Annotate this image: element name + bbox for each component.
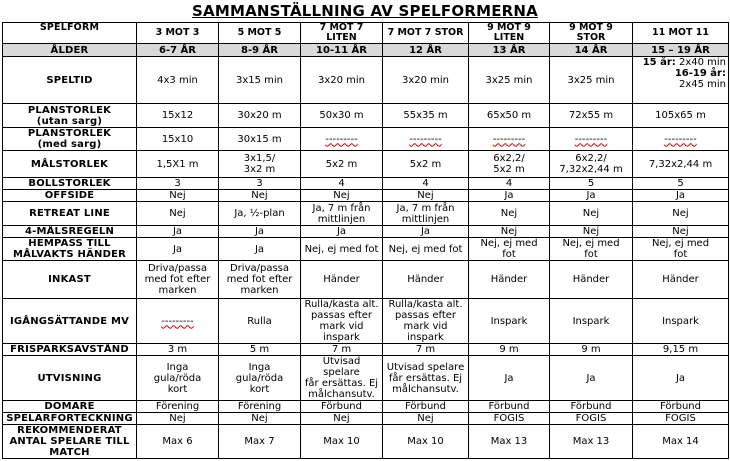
table-cell: 3x25 min bbox=[550, 57, 633, 104]
column-header: 3 MOT 3 bbox=[137, 23, 219, 44]
speltid-row bbox=[3, 57, 729, 104]
table-cell: Nej bbox=[137, 190, 219, 202]
table-cell: 12 ÅR bbox=[383, 44, 469, 57]
table-cell: Förening bbox=[219, 401, 301, 413]
table-cell: 7 m bbox=[383, 344, 469, 356]
table-cell: Händer bbox=[383, 261, 469, 299]
hempass-row bbox=[3, 238, 729, 261]
row-label: UTVISNING bbox=[3, 356, 137, 401]
row-label: INKAST bbox=[3, 261, 137, 299]
table-cell: Ja bbox=[219, 238, 301, 261]
table-cell: 5 bbox=[550, 178, 633, 190]
table-cell: 13 ÅR bbox=[469, 44, 550, 57]
table-cell: 4 bbox=[469, 178, 550, 190]
table-cell: Max 13 bbox=[469, 425, 550, 459]
row-label: OFFSIDE bbox=[3, 190, 137, 202]
table-cell: Utvisad spelare får ersättas. Ej målchansutv. bbox=[383, 356, 469, 401]
table-cell: Förbund bbox=[633, 401, 729, 413]
table-cell: 14 ÅR bbox=[550, 44, 633, 57]
table-cell: Ja bbox=[550, 356, 633, 401]
age-row bbox=[3, 44, 729, 57]
table-cell: 6x2,2/ 5x2 m bbox=[469, 151, 550, 178]
table-cell: Nej bbox=[383, 190, 469, 202]
table-cell: Nej bbox=[383, 413, 469, 425]
table-cell: FOGIS bbox=[469, 413, 550, 425]
table-cell: 3x20 min bbox=[383, 57, 469, 104]
table-cell: Ja, ½-plan bbox=[219, 202, 301, 226]
column-header: 11 MOT 11 bbox=[633, 23, 729, 44]
table-cell: 1,5X1 m bbox=[137, 151, 219, 178]
table-cell: Max 14 bbox=[633, 425, 729, 459]
table-cell: 5x2 m bbox=[301, 151, 383, 178]
table-cell: Nej bbox=[301, 413, 383, 425]
table-cell: 9,15 m bbox=[633, 344, 729, 356]
table-cell: 5 m bbox=[219, 344, 301, 356]
table-cell: 65x50 m bbox=[469, 104, 550, 128]
frisparksavstand-row bbox=[3, 344, 729, 356]
fyramalsregeln-row bbox=[3, 226, 729, 238]
column-header: 9 MOT 9 LITEN bbox=[469, 23, 550, 44]
table-cell: Förbund bbox=[383, 401, 469, 413]
table-cell: Max 13 bbox=[550, 425, 633, 459]
row-label: HEMPASS TILL MÅLVAKTS HÄNDER bbox=[3, 238, 137, 261]
planstorlek-med-row bbox=[3, 128, 729, 151]
table-cell: 5x2 m bbox=[383, 151, 469, 178]
table-cell: Nej, ej med fot bbox=[383, 238, 469, 261]
table-cell: Nej bbox=[137, 202, 219, 226]
antal-spelare-row bbox=[3, 425, 729, 459]
table-cell: 7,32x2,44 m bbox=[633, 151, 729, 178]
table-cell: Rulla/kasta alt. passas efter mark vid inspark bbox=[383, 299, 469, 344]
speltid-part: 2x45 min bbox=[678, 79, 726, 90]
header-label: SPELFORM bbox=[3, 23, 137, 44]
table-cell: Förbund bbox=[550, 401, 633, 413]
table-cell: 50x30 m bbox=[301, 104, 383, 128]
table-cell: Ja bbox=[383, 226, 469, 238]
table-cell: Nej bbox=[301, 190, 383, 202]
table-cell: Inspark bbox=[550, 299, 633, 344]
table-cell: --------- bbox=[301, 128, 383, 151]
column-header: 5 MOT 5 bbox=[219, 23, 301, 44]
spelform-table bbox=[2, 22, 729, 459]
table-cell: 4 bbox=[383, 178, 469, 190]
table-cell: Ja, 7 m från mittlinjen bbox=[383, 202, 469, 226]
table-cell: Inga gula/röda kort bbox=[137, 356, 219, 401]
table-cell: Driva/passa med fot efter marken bbox=[137, 261, 219, 299]
row-label: BOLLSTORLEK bbox=[3, 178, 137, 190]
table-cell: Driva/passa med fot efter marken bbox=[219, 261, 301, 299]
column-header: 9 MOT 9 STOR bbox=[550, 23, 633, 44]
table-cell: --------- bbox=[633, 128, 729, 151]
table-cell: --------- bbox=[137, 299, 219, 344]
table-cell: Ja, 7 m från mittlinjen bbox=[301, 202, 383, 226]
column-header: 7 MOT 7 LITEN bbox=[301, 23, 383, 44]
row-label: 4-MÅLSREGELN bbox=[3, 226, 137, 238]
utvisning-row bbox=[3, 356, 729, 401]
table-cell: Max 7 bbox=[219, 425, 301, 459]
inkast-row bbox=[3, 261, 729, 299]
table-cell: 6x2,2/ 7,32x2,44 m bbox=[550, 151, 633, 178]
table-cell: Nej bbox=[137, 413, 219, 425]
speltid-part: 15 år: bbox=[642, 57, 676, 68]
table-cell: 6-7 ÅR bbox=[137, 44, 219, 57]
table-cell: --------- bbox=[469, 128, 550, 151]
table-cell: Nej, ej med fot bbox=[301, 238, 383, 261]
speltid-part: 2x40 min bbox=[678, 57, 726, 68]
table-cell: 15x12 bbox=[137, 104, 219, 128]
table-cell: Ja bbox=[137, 238, 219, 261]
offside-row bbox=[3, 190, 729, 202]
table-cell: Förening bbox=[137, 401, 219, 413]
table-cell: Ja bbox=[469, 356, 550, 401]
row-label: FRISPARKSAVSTÅND bbox=[3, 344, 137, 356]
table-cell: Max 10 bbox=[383, 425, 469, 459]
table-cell: --------- bbox=[383, 128, 469, 151]
speltid-part: 16-19 år: bbox=[674, 68, 726, 79]
row-label: RETREAT LINE bbox=[3, 202, 137, 226]
column-header: 7 MOT 7 STOR bbox=[383, 23, 469, 44]
table-cell: 3 bbox=[219, 178, 301, 190]
row-label: PLANSTORLEK (utan sarg) bbox=[3, 104, 137, 128]
table-cell: Utvisad spelare får ersättas. Ej målchansutv. bbox=[301, 356, 383, 401]
malstorlek-row bbox=[3, 151, 729, 178]
table-cell: 3x25 min bbox=[469, 57, 550, 104]
table-cell: Rulla bbox=[219, 299, 301, 344]
table-cell: Nej, ej med fot bbox=[469, 238, 550, 261]
table-cell: 4x3 min bbox=[137, 57, 219, 104]
table-cell: Max 10 bbox=[301, 425, 383, 459]
table-cell: Inga gula/röda kort bbox=[219, 356, 301, 401]
table-cell: Max 6 bbox=[137, 425, 219, 459]
row-label: PLANSTORLEK (med sarg) bbox=[3, 128, 137, 151]
table-cell: 3x15 min bbox=[219, 57, 301, 104]
table-cell: 3 m bbox=[137, 344, 219, 356]
table-cell: 4 bbox=[301, 178, 383, 190]
table-cell: 3x1,5/ 3x2 m bbox=[219, 151, 301, 178]
table-cell: 72x55 m bbox=[550, 104, 633, 128]
planstorlek-utan-row bbox=[3, 104, 729, 128]
table-cell: Händer bbox=[550, 261, 633, 299]
table-cell: Nej bbox=[469, 202, 550, 226]
spelarforteckning-row bbox=[3, 413, 729, 425]
table-cell: Nej bbox=[633, 202, 729, 226]
table-cell: Nej bbox=[550, 226, 633, 238]
header-row bbox=[3, 23, 729, 44]
table-cell: 15 – 19 ÅR bbox=[633, 44, 729, 57]
table-cell: 9 m bbox=[469, 344, 550, 356]
table-cell: Ja bbox=[633, 356, 729, 401]
table-cell: 15x10 bbox=[137, 128, 219, 151]
table-cell: 105x65 m bbox=[633, 104, 729, 128]
table-cell: --------- bbox=[550, 128, 633, 151]
row-label: ÅLDER bbox=[3, 44, 137, 57]
table-cell: Händer bbox=[469, 261, 550, 299]
table-cell: Ja bbox=[137, 226, 219, 238]
domare-row bbox=[3, 401, 729, 413]
table-cell: Nej bbox=[219, 190, 301, 202]
table-cell: Nej bbox=[219, 413, 301, 425]
bollstorlek-row bbox=[3, 178, 729, 190]
table-cell: Nej, ej med fot bbox=[550, 238, 633, 261]
table-cell: Inspark bbox=[469, 299, 550, 344]
table-cell: 55x35 m bbox=[383, 104, 469, 128]
table-cell: Händer bbox=[301, 261, 383, 299]
table-cell: Ja bbox=[633, 190, 729, 202]
table-cell: 8-9 ÅR bbox=[219, 44, 301, 57]
table-cell: 9 m bbox=[550, 344, 633, 356]
table-cell: 3x20 min bbox=[301, 57, 383, 104]
table-cell: Nej bbox=[550, 202, 633, 226]
table-cell: 30x15 m bbox=[219, 128, 301, 151]
table-cell: Ja bbox=[219, 226, 301, 238]
table-cell: Ja bbox=[469, 190, 550, 202]
table-cell: Ja bbox=[550, 190, 633, 202]
row-label: SPELARFÖRTECKNING bbox=[3, 413, 137, 425]
row-label: IGÅNGSÄTTANDE MV bbox=[3, 299, 137, 344]
table-cell: 10-11 ÅR bbox=[301, 44, 383, 57]
retreat-line-row bbox=[3, 202, 729, 226]
table-cell: Nej, ej med fot bbox=[633, 238, 729, 261]
table-cell: 30x20 m bbox=[219, 104, 301, 128]
table-cell: Rulla/kasta alt. passas efter mark vid inspark bbox=[301, 299, 383, 344]
table-cell: FOGIS bbox=[633, 413, 729, 425]
igangsattande-row bbox=[3, 299, 729, 344]
table-cell: 5 bbox=[633, 178, 729, 190]
document-title: SAMMANSTÄLLNING AV SPELFORMERNA bbox=[192, 2, 538, 20]
table-cell: Händer bbox=[633, 261, 729, 299]
table-cell bbox=[633, 57, 729, 104]
table-cell: Förbund bbox=[301, 401, 383, 413]
table-cell: Ja bbox=[301, 226, 383, 238]
table-cell: 3 bbox=[137, 178, 219, 190]
table-cell: FOGIS bbox=[550, 413, 633, 425]
row-label: SPELTID bbox=[3, 57, 137, 104]
table-cell: Nej bbox=[469, 226, 550, 238]
row-label: MÅLSTORLEK bbox=[3, 151, 137, 178]
table-body bbox=[3, 23, 729, 459]
row-label: DOMARE bbox=[3, 401, 137, 413]
table-cell: Nej bbox=[633, 226, 729, 238]
table-cell: Inspark bbox=[633, 299, 729, 344]
row-label: REKOMMENDERAT ANTAL SPELARE TILL MATCH bbox=[3, 425, 137, 459]
table-cell: 7 m bbox=[301, 344, 383, 356]
table-cell: Förbund bbox=[469, 401, 550, 413]
